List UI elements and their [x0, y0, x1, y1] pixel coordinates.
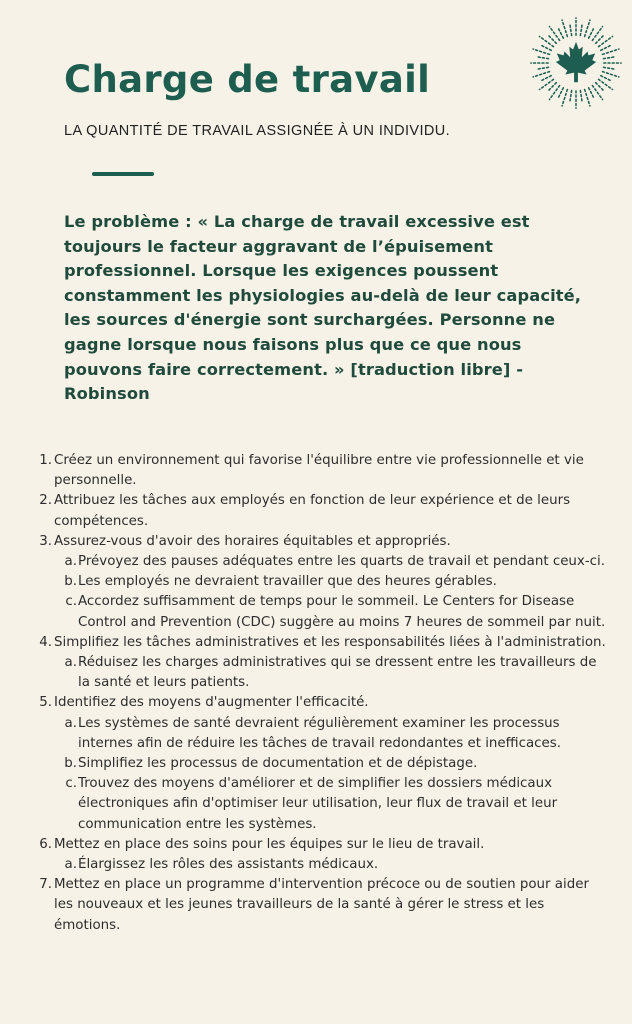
list-marker: 4.: [39, 634, 52, 650]
list-item: [34, 693, 609, 713]
sub-list-item: [34, 754, 609, 774]
list-item-text: Élargissez les rôles des assistants médicaux.: [78, 857, 379, 873]
list-item-text: Assurez-vous d'avoir des horaires équitables et appropriés.: [54, 533, 451, 549]
list-item-text: Les employés ne devraient travailler que des heures gérables.: [78, 574, 497, 590]
list-marker: c.: [65, 594, 77, 610]
list-marker: 6.: [39, 836, 52, 852]
divider: [92, 172, 154, 176]
list-marker: 2.: [39, 493, 52, 509]
list-marker: b.: [64, 756, 77, 772]
list-marker: b.: [64, 574, 77, 590]
list-item-text: Accordez suffisamment de temps pour le sommeil. Le Centers for Disease Control and Prevention (CDC) suggère au moins 7 heures de sommeil par nuit.: [78, 594, 606, 630]
sub-list-item: [34, 714, 609, 754]
list-item: [34, 875, 609, 936]
list-item-text: Trouvez des moyens d'améliorer et de simplifier les dossiers médicaux électroniques afin d'optimiser leur utilisation, leur flux de travail et leur communication entre les systèmes.: [78, 776, 558, 832]
list-item-text: Identifiez des moyens d'augmenter l'efficacité.: [54, 695, 369, 711]
list-item: [34, 451, 609, 491]
list-item-text: Les systèmes de santé devraient régulièrement examiner les processus internes afin de réduire les tâches de travail redondantes et inefficaces.: [78, 715, 561, 751]
page-title: Charge de travail: [64, 58, 431, 101]
list-marker: a.: [64, 857, 77, 873]
list-item: [34, 491, 609, 531]
list-item: [34, 835, 609, 855]
sub-list-item: [34, 653, 609, 693]
list-item-text: Réduisez les charges administratives qui se dressent entre les travailleurs de la santé et leurs patients.: [78, 655, 597, 691]
list-item-text: Créez un environnement qui favorise l'équilibre entre vie professionnelle et vie personnelle.: [54, 453, 584, 489]
list-item-text: Mettez en place un programme d'intervention précoce ou de soutien pour aider les nouveaux et les jeunes travailleurs de la santé à gérer le stress et les émotions.: [54, 877, 589, 933]
list-marker: 3.: [39, 533, 52, 549]
sub-list-item: [34, 855, 609, 875]
recommendation-list: [34, 451, 609, 936]
list-marker: a.: [64, 655, 77, 671]
list-marker: c.: [65, 776, 77, 792]
quote-text: Le problème : « La charge de travail excessive est toujours le facteur aggravant de l’épuisement professionnel. Lorsque les exigences poussent constamment les physiologies au-delà de leur capacité, les sources d'énergie sont surchargées. Personne ne gagne lorsque nous faisons plus que ce que nous pouvons faire correctement. » [traduction libre] - Robinson: [64, 212, 582, 404]
list-marker: 7.: [39, 877, 52, 893]
list-item-text: Prévoyez des pauses adéquates entre les quarts de travail et pendant ceux-ci.: [78, 554, 606, 570]
sub-list-item: [34, 592, 609, 632]
sub-list-item: [34, 572, 609, 592]
list-marker: a.: [64, 554, 77, 570]
list-item-text: Attribuez les tâches aux employés en fonction de leur expérience et de leurs compétences.: [54, 493, 571, 529]
page-subtitle: LA QUANTITÉ DE TRAVAIL ASSIGNÉE À UN INDIVIDU.: [64, 123, 451, 139]
sub-list-item: [34, 774, 609, 835]
list-marker: 5.: [39, 695, 52, 711]
list-item: [34, 532, 609, 552]
sub-list-item: [34, 552, 609, 572]
maple-leaf-burst-icon: [528, 15, 624, 111]
list-marker: a.: [64, 715, 77, 731]
list-marker: 1.: [39, 453, 52, 468]
list-item-text: Simplifiez les processus de documentation et de dépistage.: [78, 756, 478, 772]
list-item: [34, 633, 609, 653]
list-item-text: Simplifiez les tâches administratives et les responsabilités liées à l'administration.: [54, 634, 606, 650]
list-item-text: Mettez en place des soins pour les équipes sur le lieu de travail.: [54, 836, 485, 852]
